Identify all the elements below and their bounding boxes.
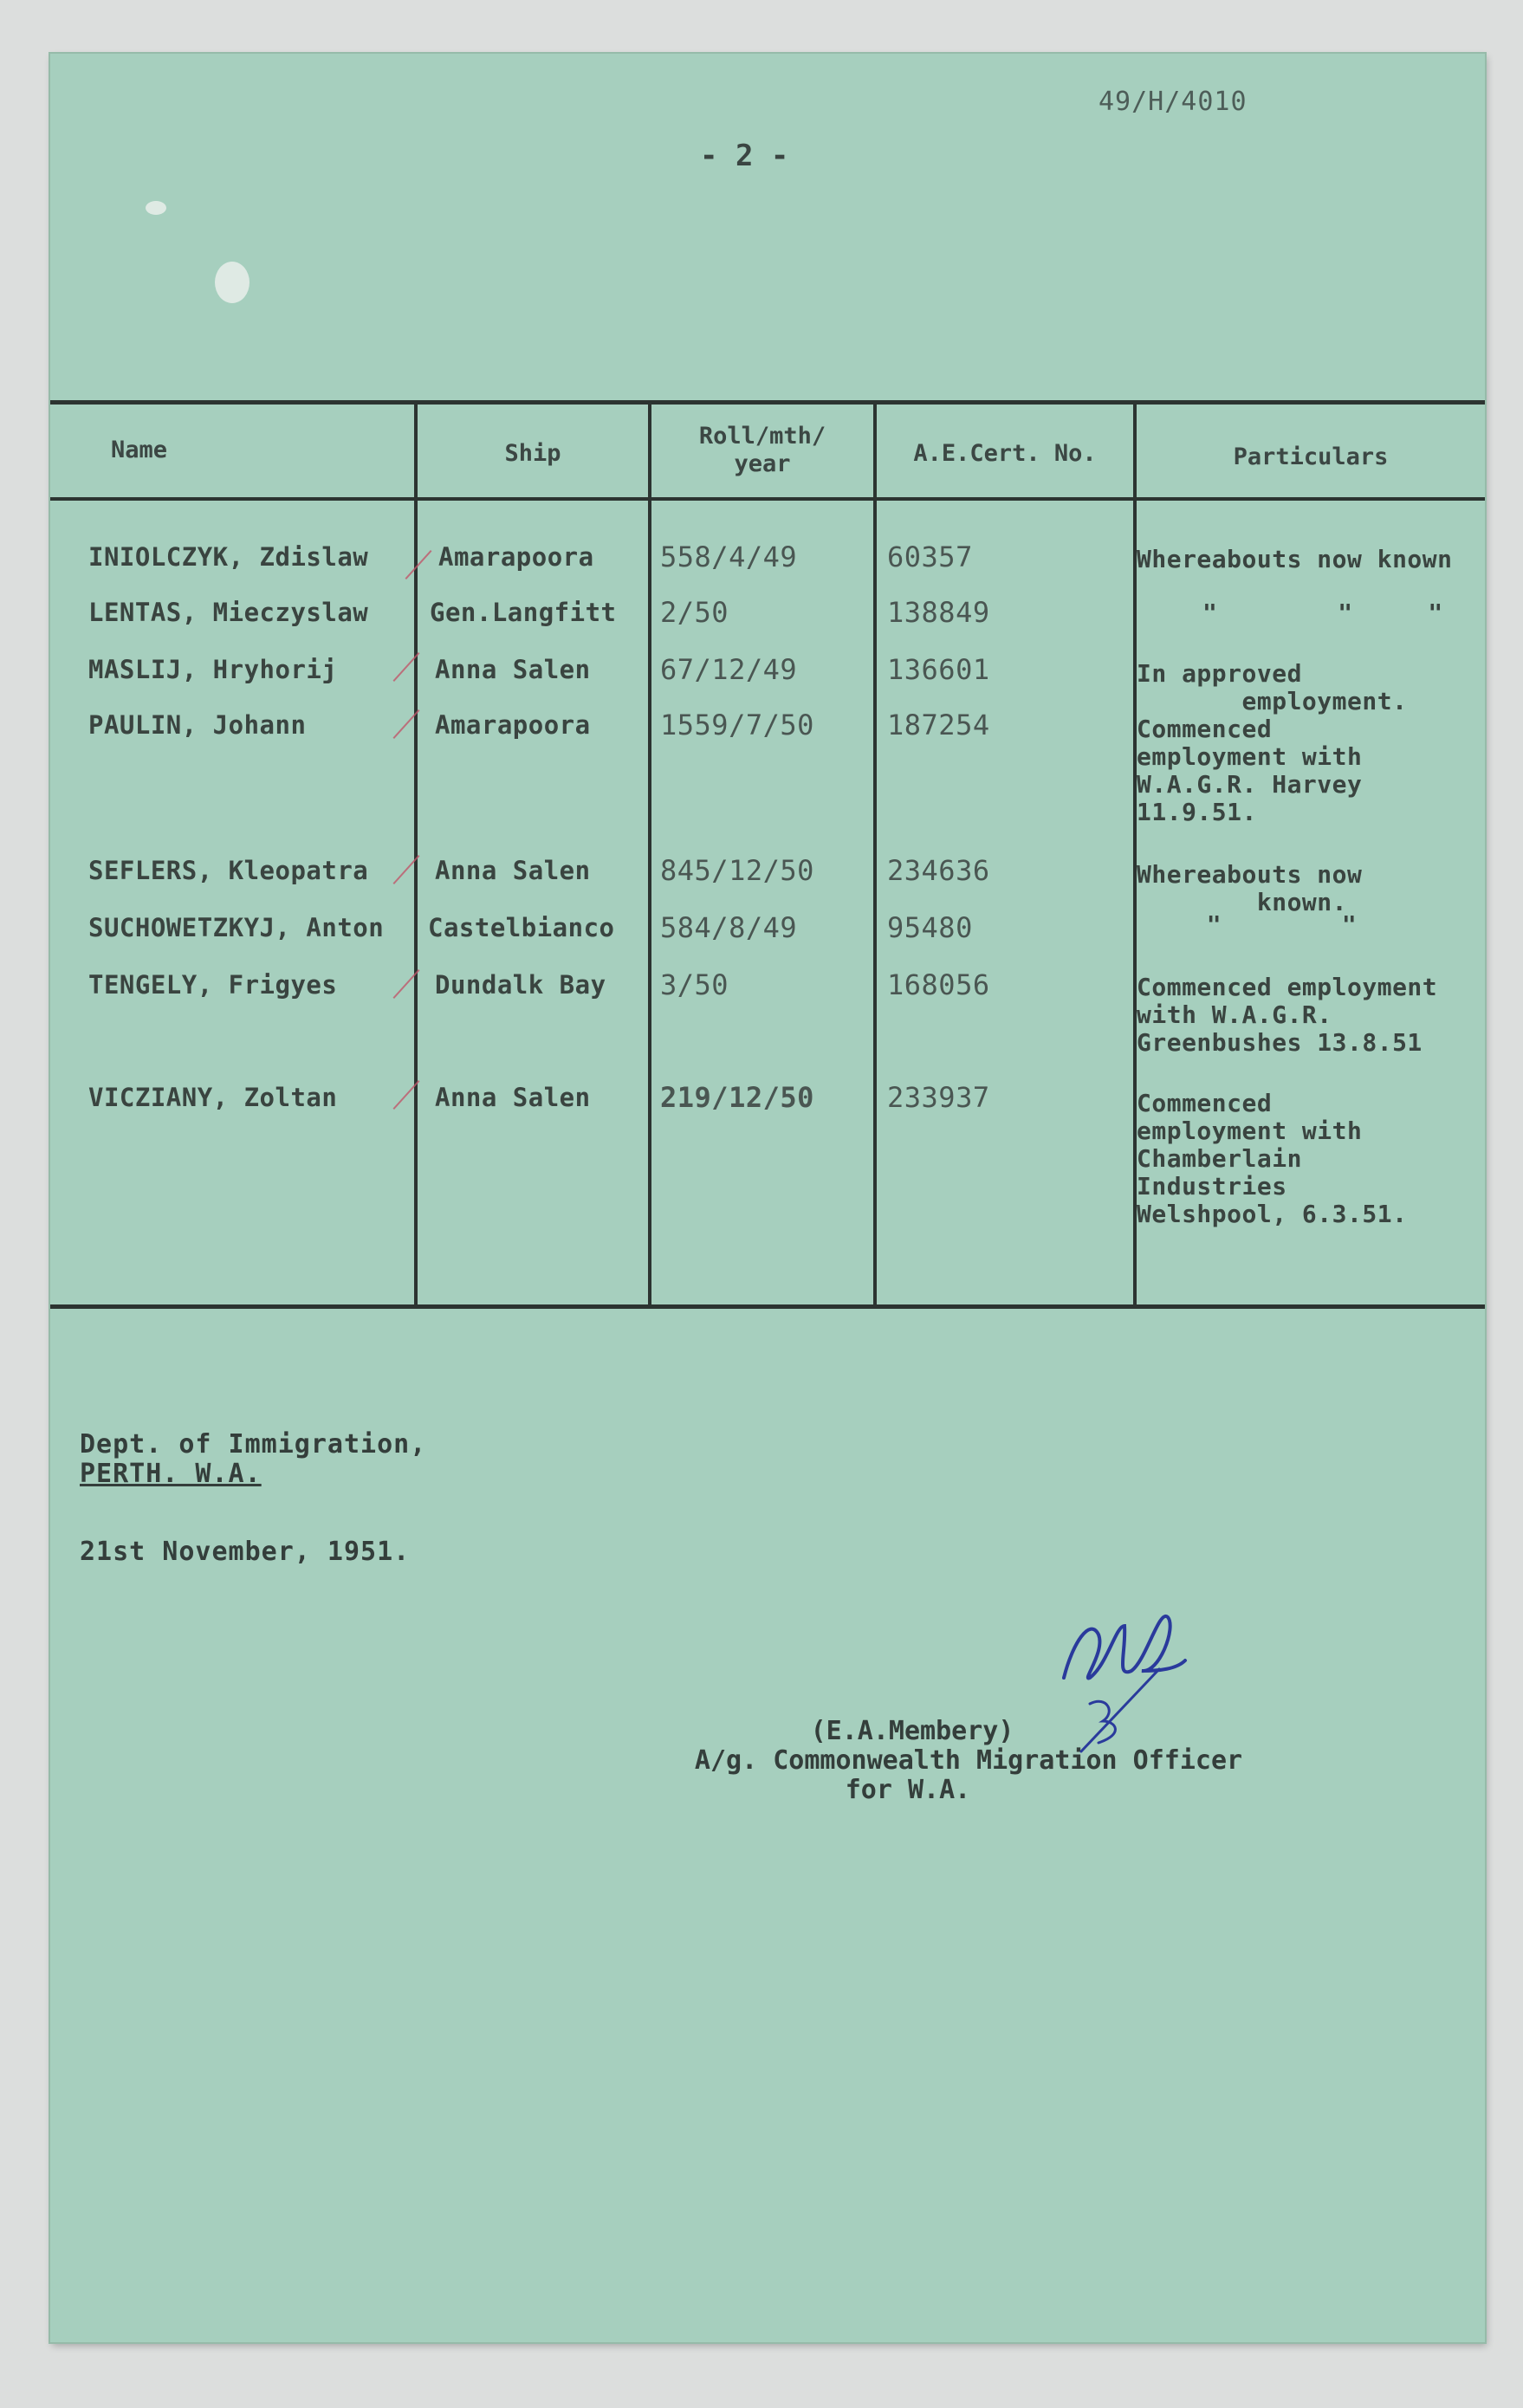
table-header-rule bbox=[50, 497, 1485, 501]
table-row-particulars: " " bbox=[1176, 910, 1358, 939]
table-row-ship: Gen.Langfitt bbox=[430, 598, 617, 627]
signatory-name: (E.A.Membery) bbox=[810, 1716, 1014, 1746]
table-row-ship: Anna Salen bbox=[435, 856, 591, 885]
document-page bbox=[50, 54, 1485, 2342]
table-row-name: PAULIN, Johann bbox=[88, 710, 307, 740]
table-row-cert: 168056 bbox=[887, 968, 990, 1001]
header-name: Name bbox=[111, 437, 168, 463]
header-particulars: Particulars bbox=[1233, 443, 1389, 470]
department-location: PERTH. W.A. bbox=[80, 1459, 262, 1489]
table-row-name: LENTAS, Mieczyslaw bbox=[88, 598, 369, 627]
table-row-roll: 67/12/49 bbox=[660, 653, 798, 686]
handwritten-signature bbox=[1029, 1574, 1202, 1756]
department-line: Dept. of Immigration, bbox=[80, 1429, 427, 1460]
table-row-cert: 187254 bbox=[887, 709, 990, 741]
table-row-name: MASLIJ, Hryhorij bbox=[88, 655, 338, 684]
table-row-roll: 558/4/49 bbox=[660, 541, 798, 573]
table-row-particulars: Whereabouts now known bbox=[1137, 545, 1453, 573]
table-row-particulars: " " " bbox=[1202, 599, 1443, 627]
table-row-particulars: Commenced employment with W.A.G.R. Greenbushes 13.8.51 bbox=[1137, 973, 1438, 1057]
table-row-roll: 219/12/50 bbox=[660, 1081, 814, 1114]
table-row-name: SEFLERS, Kleopatra bbox=[88, 856, 369, 885]
table-row-roll: 584/8/49 bbox=[660, 911, 798, 944]
file-reference: 49/H/4010 bbox=[1099, 87, 1248, 117]
table-row-roll: 3/50 bbox=[660, 968, 729, 1001]
table-top-rule bbox=[50, 400, 1485, 405]
table-row-ship: Dundalk Bay bbox=[435, 970, 606, 1000]
table-row-cert: 136601 bbox=[887, 653, 990, 686]
column-divider bbox=[648, 405, 651, 1305]
table-row-roll: 1559/7/50 bbox=[660, 709, 814, 741]
punch-hole bbox=[146, 201, 166, 215]
table-bottom-rule bbox=[50, 1304, 1485, 1309]
table-row-particulars: Commenced employment with Chamberlain Industries Welshpool, 6.3.51. bbox=[1137, 1089, 1408, 1228]
table-row-cert: 233937 bbox=[887, 1081, 990, 1114]
header-roll: Roll/mth/ year bbox=[698, 423, 826, 477]
column-divider bbox=[873, 405, 877, 1305]
signatory-title: A/g. Commonwealth Migration Officer bbox=[694, 1745, 1243, 1776]
table-row-name: SUCHOWETZKYJ, Anton bbox=[88, 913, 385, 942]
punch-hole bbox=[215, 262, 250, 303]
table-row-ship: Amarapoora bbox=[435, 710, 591, 740]
check-mark-icon bbox=[405, 550, 432, 579]
table-row-cert: 138849 bbox=[887, 596, 990, 629]
table-row-cert: 95480 bbox=[887, 911, 973, 944]
table-row-particulars: In approved employment. bbox=[1137, 659, 1408, 715]
page-number: - 2 - bbox=[700, 139, 789, 173]
header-cert: A.E.Cert. No. bbox=[913, 440, 1097, 467]
table-row-ship: Amarapoora bbox=[438, 542, 594, 572]
table-row-name: TENGELY, Frigyes bbox=[88, 970, 338, 1000]
table-row-name: INIOLCZYK, Zdislaw bbox=[88, 542, 369, 572]
table-row-name: VICZIANY, Zoltan bbox=[88, 1083, 338, 1112]
header-ship: Ship bbox=[504, 440, 561, 467]
table-row-roll: 2/50 bbox=[660, 596, 729, 629]
table-row-ship: Castelbianco bbox=[428, 913, 615, 942]
table-row-particulars: Whereabouts now known. bbox=[1137, 860, 1363, 916]
document-date: 21st November, 1951. bbox=[80, 1537, 411, 1567]
table-row-cert: 234636 bbox=[887, 854, 990, 887]
table-row-cert: 60357 bbox=[887, 541, 973, 573]
signatory-region: for W.A. bbox=[845, 1775, 971, 1805]
table-row-roll: 845/12/50 bbox=[660, 854, 814, 887]
table-row-ship: Anna Salen bbox=[435, 655, 591, 684]
table-row-particulars: Commenced employment with W.A.G.R. Harvey 11.9.51. bbox=[1137, 715, 1363, 826]
table-row-ship: Anna Salen bbox=[435, 1083, 591, 1112]
